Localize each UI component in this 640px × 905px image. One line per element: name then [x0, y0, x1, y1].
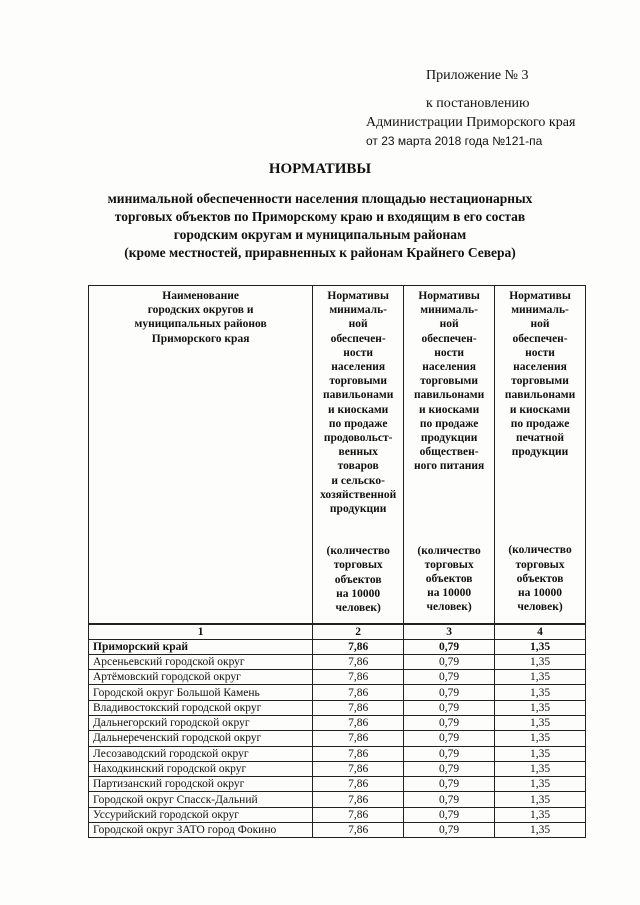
- header-line: павильонами: [504, 389, 576, 402]
- header-unit: [407, 544, 491, 615]
- header-line: по продаже: [510, 417, 570, 430]
- table-body: [89, 639, 586, 838]
- district-name: Уссурийский городской округ: [89, 807, 313, 822]
- header-print-column: [495, 286, 586, 624]
- header-line: минималь-: [511, 304, 569, 317]
- header-line: минималь-: [420, 304, 478, 317]
- value-catering: 0,79: [404, 746, 495, 761]
- header-line: продовольст-: [323, 432, 393, 445]
- header-line: торговых: [424, 558, 474, 571]
- header-line: продукции: [511, 446, 569, 459]
- district-name: Приморский край: [89, 639, 313, 654]
- header-line: населения: [422, 361, 476, 374]
- column-number-row: [89, 624, 586, 640]
- value-catering: 0,79: [404, 670, 495, 685]
- header-line: Приморского края: [151, 332, 250, 345]
- header-line: и киосками: [418, 403, 480, 416]
- value-food: 7,86: [313, 761, 404, 776]
- value-print: 1,35: [495, 746, 586, 761]
- column-number: 1: [89, 624, 313, 640]
- header-food-column: [313, 286, 404, 624]
- value-food: 7,86: [313, 639, 404, 654]
- appendix-block: [356, 66, 616, 151]
- district-name: Городской округ Большой Камень: [89, 685, 313, 700]
- table-row: [89, 685, 586, 700]
- district-name: Владивостокский городской округ: [89, 700, 313, 715]
- header-line: Наименование: [162, 290, 239, 302]
- value-print: 1,35: [495, 670, 586, 685]
- header-catering-column: [404, 286, 495, 624]
- value-food: 7,86: [313, 823, 404, 838]
- header-line: продукции: [420, 432, 478, 445]
- district-name: Партизанский городской округ: [89, 777, 313, 792]
- value-print: 1,35: [495, 792, 586, 807]
- table-row: [89, 777, 586, 792]
- document-subtitle: [80, 190, 560, 262]
- district-name: Лесозаводский городской округ: [89, 746, 313, 761]
- table-row: [89, 792, 586, 807]
- value-catering: 0,79: [404, 654, 495, 669]
- value-print: 1,35: [495, 715, 586, 730]
- header-line: ной: [348, 318, 368, 331]
- header-line: торговыми: [420, 375, 478, 388]
- header-line: торговых: [515, 558, 565, 571]
- header-line: венных: [338, 446, 378, 459]
- header-line: продукции: [329, 503, 387, 516]
- header-line: муниципальных районов: [134, 318, 267, 331]
- header-line: товаров: [337, 460, 379, 473]
- value-catering: 0,79: [404, 700, 495, 715]
- district-name: Городской округ Спасск-Дальний: [89, 792, 313, 807]
- header-line: по продаже: [328, 417, 388, 430]
- district-name: Дальнегорский городской округ: [89, 715, 313, 730]
- header-line: печатной: [516, 432, 565, 445]
- value-print: 1,35: [495, 807, 586, 822]
- header-line: минималь-: [329, 304, 388, 317]
- header-line: человек): [426, 601, 472, 614]
- header-line: Нормативы: [327, 290, 389, 302]
- table-row: [89, 670, 586, 685]
- value-food: 7,86: [313, 746, 404, 761]
- header-line: Нормативы: [418, 290, 480, 302]
- value-catering: 0,79: [404, 685, 495, 700]
- header-line: населения: [513, 361, 567, 374]
- table-row: [89, 700, 586, 715]
- header-line: Нормативы: [509, 290, 571, 302]
- header-line: ности: [343, 346, 374, 359]
- appendix-number: Приложение № 3: [426, 68, 529, 83]
- header-line: хозяйственной: [320, 488, 397, 501]
- header-line: населения: [331, 361, 386, 374]
- value-food: 7,86: [313, 670, 404, 685]
- header-line: и сельско-: [331, 474, 385, 487]
- header-line: ной: [439, 318, 459, 331]
- header-line: (количество: [417, 544, 481, 557]
- value-catering: 0,79: [404, 731, 495, 746]
- header-line: торговыми: [511, 375, 569, 388]
- subtitle-line: торговых объектов по Приморскому краю и входящим в его состав: [114, 209, 526, 224]
- table-row: [89, 731, 586, 746]
- value-catering: 0,79: [404, 639, 495, 654]
- header-line: (количество: [326, 545, 390, 558]
- header-line: ного питания: [414, 460, 485, 473]
- subtitle-line: минимальной обеспеченности населения площадью нестационарных: [107, 191, 533, 206]
- header-unit: [316, 544, 400, 615]
- header-line: человек): [335, 602, 381, 615]
- column-number: 3: [404, 624, 495, 640]
- header-line: объектов: [516, 572, 564, 585]
- header-lines: [498, 289, 582, 459]
- table-header-row: [89, 286, 586, 624]
- value-print: 1,35: [495, 731, 586, 746]
- value-print: 1,35: [495, 654, 586, 669]
- value-food: 7,86: [313, 700, 404, 715]
- header-line: обеспечен-: [421, 332, 477, 345]
- header-line: по продаже: [419, 417, 479, 430]
- value-catering: 0,79: [404, 792, 495, 807]
- value-print: 1,35: [495, 761, 586, 776]
- value-catering: 0,79: [404, 761, 495, 776]
- value-print: 1,35: [495, 700, 586, 715]
- value-food: 7,86: [313, 654, 404, 669]
- value-catering: 0,79: [404, 777, 495, 792]
- district-name: Находкинский городской округ: [89, 761, 313, 776]
- value-catering: 0,79: [404, 807, 495, 822]
- header-line: ности: [525, 346, 555, 359]
- value-food: 7,86: [313, 777, 404, 792]
- value-food: 7,86: [313, 807, 404, 822]
- header-lines: [316, 289, 400, 516]
- header-line: на 10000: [427, 587, 472, 600]
- district-name: Арсеньевский городской округ: [89, 654, 313, 669]
- table-row: [89, 746, 586, 761]
- appendix-authority: Администрации Приморского края: [366, 115, 576, 130]
- header-lines: [407, 289, 491, 474]
- district-name: Дальнереченский городской округ: [89, 731, 313, 746]
- header-lines: [92, 289, 309, 346]
- header-line: обществен-: [419, 446, 479, 459]
- header-line: обеспечен-: [512, 332, 568, 345]
- value-food: 7,86: [313, 685, 404, 700]
- value-print: 1,35: [495, 823, 586, 838]
- header-line: и киосками: [509, 403, 571, 416]
- value-catering: 0,79: [404, 715, 495, 730]
- value-food: 7,86: [313, 715, 404, 730]
- district-name: Городской округ ЗАТО город Фокино: [89, 823, 313, 838]
- header-line: на 10000: [518, 587, 563, 600]
- value-catering: 0,79: [404, 823, 495, 838]
- header-line: обеспечен-: [330, 332, 386, 345]
- header-line: объектов: [425, 573, 473, 586]
- appendix-date: от 23 марта 2018 года №121-па: [366, 134, 543, 148]
- table-row: [89, 654, 586, 669]
- header-unit: [498, 543, 582, 614]
- header-line: на 10000: [336, 587, 381, 600]
- header-line: ности: [434, 346, 464, 359]
- column-number: 2: [313, 624, 404, 640]
- document-title: НОРМАТИВЫ: [268, 161, 372, 177]
- header-line: человек): [517, 601, 563, 614]
- header-line: торговых: [333, 559, 383, 572]
- value-food: 7,86: [313, 731, 404, 746]
- header-line: объектов: [334, 573, 382, 586]
- subtitle-line: (кроме местностей, приравненных к районам Крайнего Севера): [124, 245, 516, 260]
- header-line: павильонами: [413, 389, 485, 402]
- table-row: [89, 823, 586, 838]
- table-row: [89, 807, 586, 822]
- header-line: ной: [530, 318, 550, 331]
- table-row: [89, 715, 586, 730]
- header-line: торговыми: [329, 375, 388, 388]
- value-print: 1,35: [495, 777, 586, 792]
- subtitle-line: городским округам и муниципальным районам: [173, 227, 467, 242]
- header-line: павильонами: [323, 389, 394, 402]
- table-row: [89, 761, 586, 776]
- header-name-column: [89, 286, 313, 624]
- appendix-ref: к постановлению: [426, 96, 530, 111]
- table-row: [89, 639, 586, 654]
- norms-table: [88, 285, 586, 838]
- district-name: Артёмовский городской округ: [89, 670, 313, 685]
- header-line: городских округов и: [147, 304, 254, 317]
- header-line: и киосками: [328, 403, 389, 416]
- value-food: 7,86: [313, 792, 404, 807]
- value-print: 1,35: [495, 685, 586, 700]
- value-print: 1,35: [495, 639, 586, 654]
- column-number: 4: [495, 624, 586, 640]
- header-line: (количество: [508, 544, 572, 557]
